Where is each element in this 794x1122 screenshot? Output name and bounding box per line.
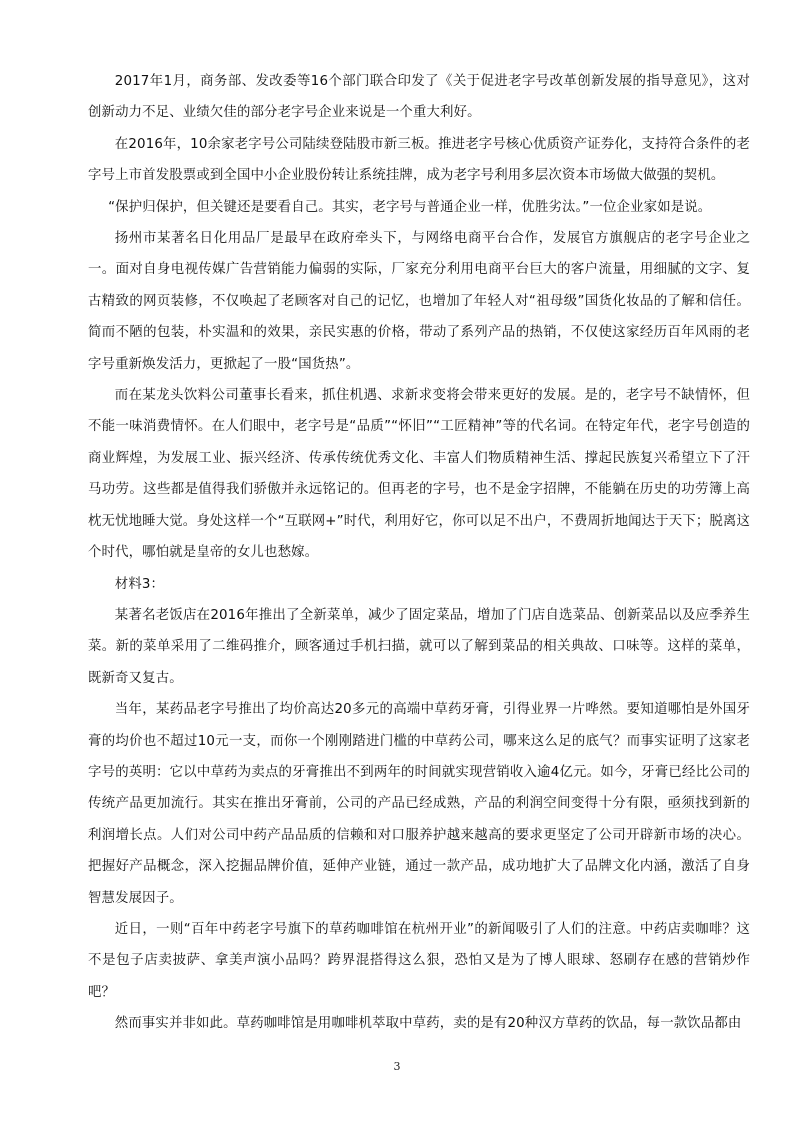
paragraph-beverage-chairman: 而在某龙头饮料公司董事长看来，抓住机遇、求新求变将会带来更好的发展。是的，老字号不缺情怀，但不能一味消费情怀。在人们眼中，老字号是“品质”“怀旧”“工匠精神”等的代名词。在特定年代，老字号创造的商业辉煌，为发展工业、振兴经济、传承传统优秀文化、丰富人们物质精神生活、撑起民族复兴希望立下了汗马功劳。这些都是值得我们骄傲并永远铭记的。但再老的字号，也不是金字招牌，不能躺在历史的功劳簿上高枕无忧地睡大觉。身处这样一个“互联网+”时代，利用好它，你可以足不出户，不费周折地闻达于天下；脱离这个时代，哪怕就是皇帝的女儿也愁嫁。 (88, 388, 750, 561)
body-text (88, 66, 750, 1040)
paragraph-herbal-toothpaste: 当年，某药品老字号推出了均价高达20多元的高端中草药牙膏，引得业界一片哗然。要知道哪怕是外国牙膏的均价也不超过10元一支，而你一个刚刚踏进门槛的中草药公司，哪来这么足的底气？而事实证明了这家老字号的英明：它以中草药为卖点的牙膏推出不到两年的时间就实现营销收入逾4亿元。如今，牙膏已经比公司的传统产品更加流行。其实在推出牙膏前，公司的产品已经成熟，产品的利润空间变得十分有限，亟须找到新的利润增长点。人们对公司中药产品品质的信赖和对口服养护越来越高的要求更坚定了公司开辟新市场的决心。把握好产品概念，深入挖掘品牌价值，延伸产业链，通过一款产品，成功地扩大了品牌文化内涵，激活了自身智慧发展因子。 (88, 702, 750, 906)
paragraph-yangzhou-cosmetics: 扬州市某著名日化用品厂是最早在政府牵头下，与网络电商平台合作，发展官方旗舰店的老字号企业之一。面对自身电视传媒广告营销能力偏弱的实际，厂家充分利用电商平台巨大的客户流量，用细腻的文字、复古精致的网页装修，不仅唤起了老顾客对自己的记忆，也增加了年轻人对“祖母级”国货化妆品的了解和信任。简而不陋的包装，朴实温和的效果，亲民实惠的价格，带动了系列产品的热销，不仅使这家经历百年风雨的老字号重新焕发活力，更掀起了一股“国货热”。 (88, 231, 750, 372)
paragraph-herbal-cafe-fact: 然而事实并非如此。草药咖啡馆是用咖啡机萃取中草药，卖的是有20种汉方草药的饮品，每一款饮品都由 (114, 1016, 742, 1032)
paragraph-policy-2017: 2017年1月，商务部、发改委等16个部门联合印发了《关于促进老字号改革创新发展的指导意见》，这对创新动力不足、业绩欠佳的部分老字号企业来说是一个重大利好。 (88, 74, 750, 121)
paragraph-new-third-board: 在2016年，10余家老字号公司陆续登陆股市新三板。推进老字号核心优质资产证券化，支持符合条件的老字号上市首发股票或到全国中小企业股份转让系统挂牌，成为老字号利用多层次资本市场做大做强的契机。 (88, 136, 750, 184)
paragraph-restaurant-menu: 某著名老饭店在2016年推出了全新菜单，减少了固定菜品，增加了门店自选菜品、创新菜品以及应季养生菜。新的菜单采用了二维码推介，顾客通过手机扫描，就可以了解到菜品的相关典故、口味等。这样的菜单，既新奇又复古。 (88, 607, 750, 686)
paragraph-herbal-cafe-news: 近日，一则“百年中药老字号旗下的草药咖啡馆在杭州开业”的新闻吸引了人们的注意。中药店卖咖啡？这不是包子店卖披萨、拿美声演小品吗？跨界混搭得这么狠，恐怕又是为了博人眼球、怒刷存在感的营销炒作吧？ (88, 921, 750, 1000)
paragraph-entrepreneur-quote: “保护归保护，但关键还是要看自己。其实，老字号与普通企业一样，优胜劣汰。”一位企业家如是说。 (108, 199, 712, 215)
material-3-label: 材料3： (114, 576, 165, 592)
page-number: 3 (393, 1060, 401, 1073)
